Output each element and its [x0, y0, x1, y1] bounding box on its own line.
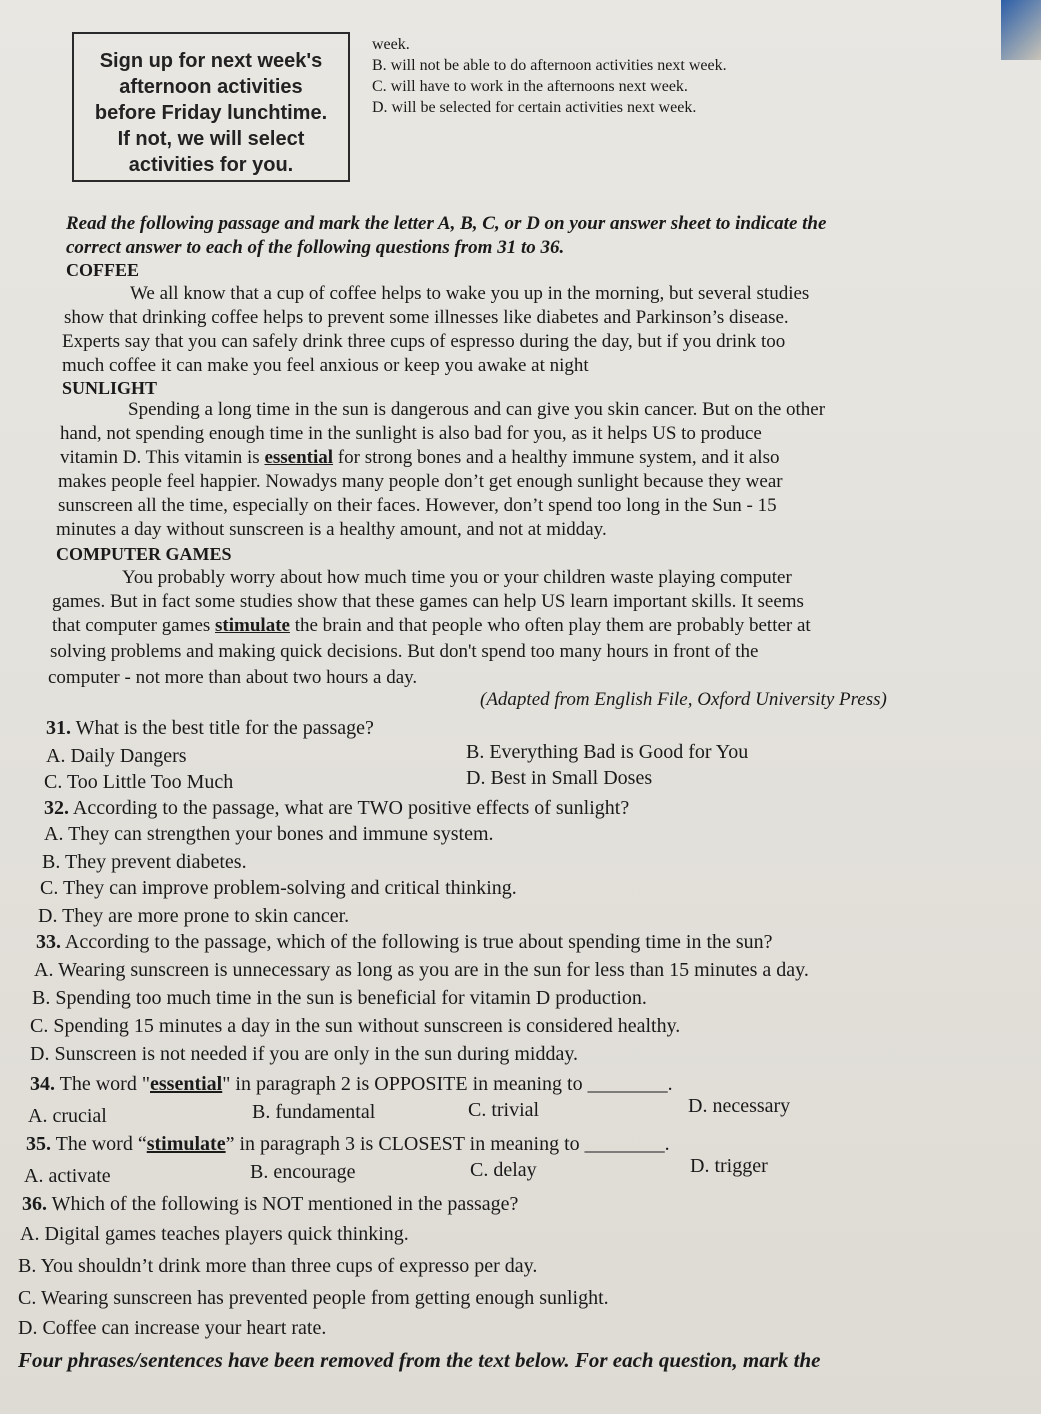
question-number: 33.	[36, 931, 61, 953]
question-number: 36.	[22, 1193, 47, 1215]
question-number: 35.	[26, 1133, 51, 1155]
games-line: solving problems and making quick decisions. But don't spend too many hours in front of the	[50, 641, 759, 662]
option-stem-tail: week.	[372, 36, 410, 53]
question-33	[36, 930, 773, 954]
sunlight-line-with-keyword	[60, 446, 779, 470]
notice-line: Sign up for next week's	[99, 50, 323, 72]
question-text-post: ” in paragraph 3 is CLOSEST in meaning to ________.	[225, 1133, 670, 1155]
notice-line: before Friday lunchtime.	[94, 102, 328, 124]
q34-option-c[interactable]: C. trivial	[468, 1099, 540, 1121]
q33-option-b[interactable]: B. Spending too much time in the sun is beneficial for vitamin D production.	[32, 987, 647, 1009]
text-fragment: for strong bones and a healthy immune system, and it also	[337, 447, 780, 468]
notice-line: activities for you.	[128, 154, 294, 176]
notice-line: If not, we will select	[117, 128, 305, 150]
coffee-line: Experts say that you can safely drink three cups of espresso during the day, but if you drink too	[62, 331, 786, 352]
question-32	[44, 796, 629, 820]
question-text: According to the passage, what are TWO positive effects of sunlight?	[72, 797, 630, 819]
coffee-line: We all know that a cup of coffee helps to wake you up in the morning, but several studies	[130, 283, 810, 304]
instructions-line-2: correct answer to each of the following questions from 31 to 36.	[66, 237, 565, 258]
notice-box	[72, 32, 350, 182]
text-fragment: that computer games	[52, 615, 211, 636]
q35-option-a[interactable]: A. activate	[24, 1165, 111, 1187]
q35-option-c[interactable]: C. delay	[470, 1159, 537, 1181]
book-edge-decoration	[1001, 0, 1041, 60]
q34-option-a[interactable]: A. crucial	[28, 1105, 107, 1127]
question-text-pre: The word "	[59, 1073, 151, 1095]
q32-option-c[interactable]: C. They can improve problem-solving and critical thinking.	[40, 877, 517, 899]
option-d: D. will be selected for certain activities next week.	[372, 99, 697, 116]
q33-option-a[interactable]: A. Wearing sunscreen is unnecessary as long as you are in the sun for less than 15 minutes a day.	[34, 959, 809, 981]
q32-option-b[interactable]: B. They prevent diabetes.	[42, 851, 247, 873]
q32-option-d[interactable]: D. They are more prone to skin cancer.	[38, 905, 350, 927]
option-b: B. will not be able to do afternoon activities next week.	[372, 57, 727, 74]
previous-question-options	[372, 34, 727, 118]
sunlight-line: sunscreen all the time, especially on their faces. However, don’t spend too long in the Sun - 15	[58, 495, 777, 516]
question-text: Which of the following is NOT mentioned in the passage?	[51, 1193, 519, 1215]
sunlight-heading: SUNLIGHT	[62, 378, 158, 398]
notice-line: afternoon activities	[119, 76, 303, 98]
coffee-line: show that drinking coffee helps to prevent some illnesses like diabetes and Parkinson’s disease.	[64, 307, 789, 328]
next-section-instructions: Four phrases/sentences have been removed from the text below. For each question, mark the	[18, 1348, 821, 1372]
q33-option-c[interactable]: C. Spending 15 minutes a day in the sun without sunscreen is considered healthy.	[30, 1015, 681, 1037]
question-number: 31.	[46, 717, 71, 739]
keyword-stimulate: stimulate	[215, 615, 290, 636]
q33-option-d[interactable]: D. Sunscreen is not needed if you are only in the sun during midday.	[30, 1043, 579, 1065]
keyword-essential-ref: essential	[150, 1073, 223, 1095]
games-line: You probably worry about how much time you or your children waste playing computer	[122, 567, 792, 588]
games-line: games. But in fact some studies show that these games can help US learn important skills. It seems	[52, 591, 804, 612]
games-line-with-keyword	[52, 614, 811, 638]
q32-option-a[interactable]: A. They can strengthen your bones and immune system.	[44, 823, 494, 845]
q31-option-d[interactable]: D. Best in Small Doses	[466, 767, 653, 789]
games-heading: COMPUTER GAMES	[56, 544, 232, 564]
coffee-line: much coffee it can make you feel anxious or keep you awake at night	[62, 355, 589, 376]
question-36	[22, 1192, 518, 1216]
question-text: What is the best title for the passage?	[75, 717, 374, 739]
question-35	[26, 1132, 670, 1156]
q36-option-a[interactable]: A. Digital games teaches players quick thinking.	[20, 1223, 409, 1245]
coffee-heading: COFFEE	[66, 260, 140, 280]
q31-option-b[interactable]: B. Everything Bad is Good for You	[466, 741, 749, 763]
q34-option-b[interactable]: B. fundamental	[252, 1101, 376, 1123]
sunlight-line: Spending a long time in the sun is dangerous and can give you skin cancer. But on the other	[128, 399, 826, 420]
question-number: 34.	[30, 1073, 55, 1095]
q36-option-c[interactable]: C. Wearing sunscreen has prevented people from getting enough sunlight.	[18, 1287, 609, 1309]
keyword-essential: essential	[264, 447, 334, 468]
q35-option-b[interactable]: B. encourage	[250, 1161, 356, 1183]
question-text-pre: The word “	[55, 1133, 147, 1155]
question-31	[46, 716, 374, 740]
q34-option-d[interactable]: D. necessary	[688, 1095, 791, 1117]
question-number: 32.	[44, 797, 69, 819]
instructions-line-1: Read the following passage and mark the letter A, B, C, or D on your answer sheet to indicate the	[66, 213, 827, 234]
q36-option-b[interactable]: B. You shouldn’t drink more than three cups of expresso per day.	[18, 1255, 538, 1277]
q36-option-d[interactable]: D. Coffee can increase your heart rate.	[18, 1317, 327, 1339]
source-citation: (Adapted from English File, Oxford University Press)	[480, 689, 887, 710]
question-34	[30, 1072, 673, 1096]
sunlight-line: hand, not spending enough time in the sunlight is also bad for you, as it helps US to produce	[60, 423, 762, 444]
sunlight-line: minutes a day without sunscreen is a healthy amount, and not at midday.	[56, 519, 607, 540]
text-fragment: the brain and that people who often play them are probably better at	[294, 615, 811, 636]
sunlight-line: makes people feel happier. Nowadys many people don’t get enough sunlight because they wear	[58, 471, 783, 492]
q35-option-d[interactable]: D. trigger	[690, 1155, 768, 1177]
option-c: C. will have to work in the afternoons next week.	[372, 78, 688, 95]
keyword-stimulate-ref: stimulate	[146, 1133, 226, 1155]
text-fragment: vitamin D. This vitamin is	[60, 447, 260, 468]
games-line: computer - not more than about two hours a day.	[48, 667, 418, 688]
q31-option-c[interactable]: C. Too Little Too Much	[44, 771, 234, 793]
question-text-post: " in paragraph 2 is OPPOSITE in meaning to ________.	[222, 1073, 673, 1095]
question-text: According to the passage, which of the following is true about spending time in the sun?	[64, 931, 773, 953]
q31-option-a[interactable]: A. Daily Dangers	[46, 745, 187, 767]
